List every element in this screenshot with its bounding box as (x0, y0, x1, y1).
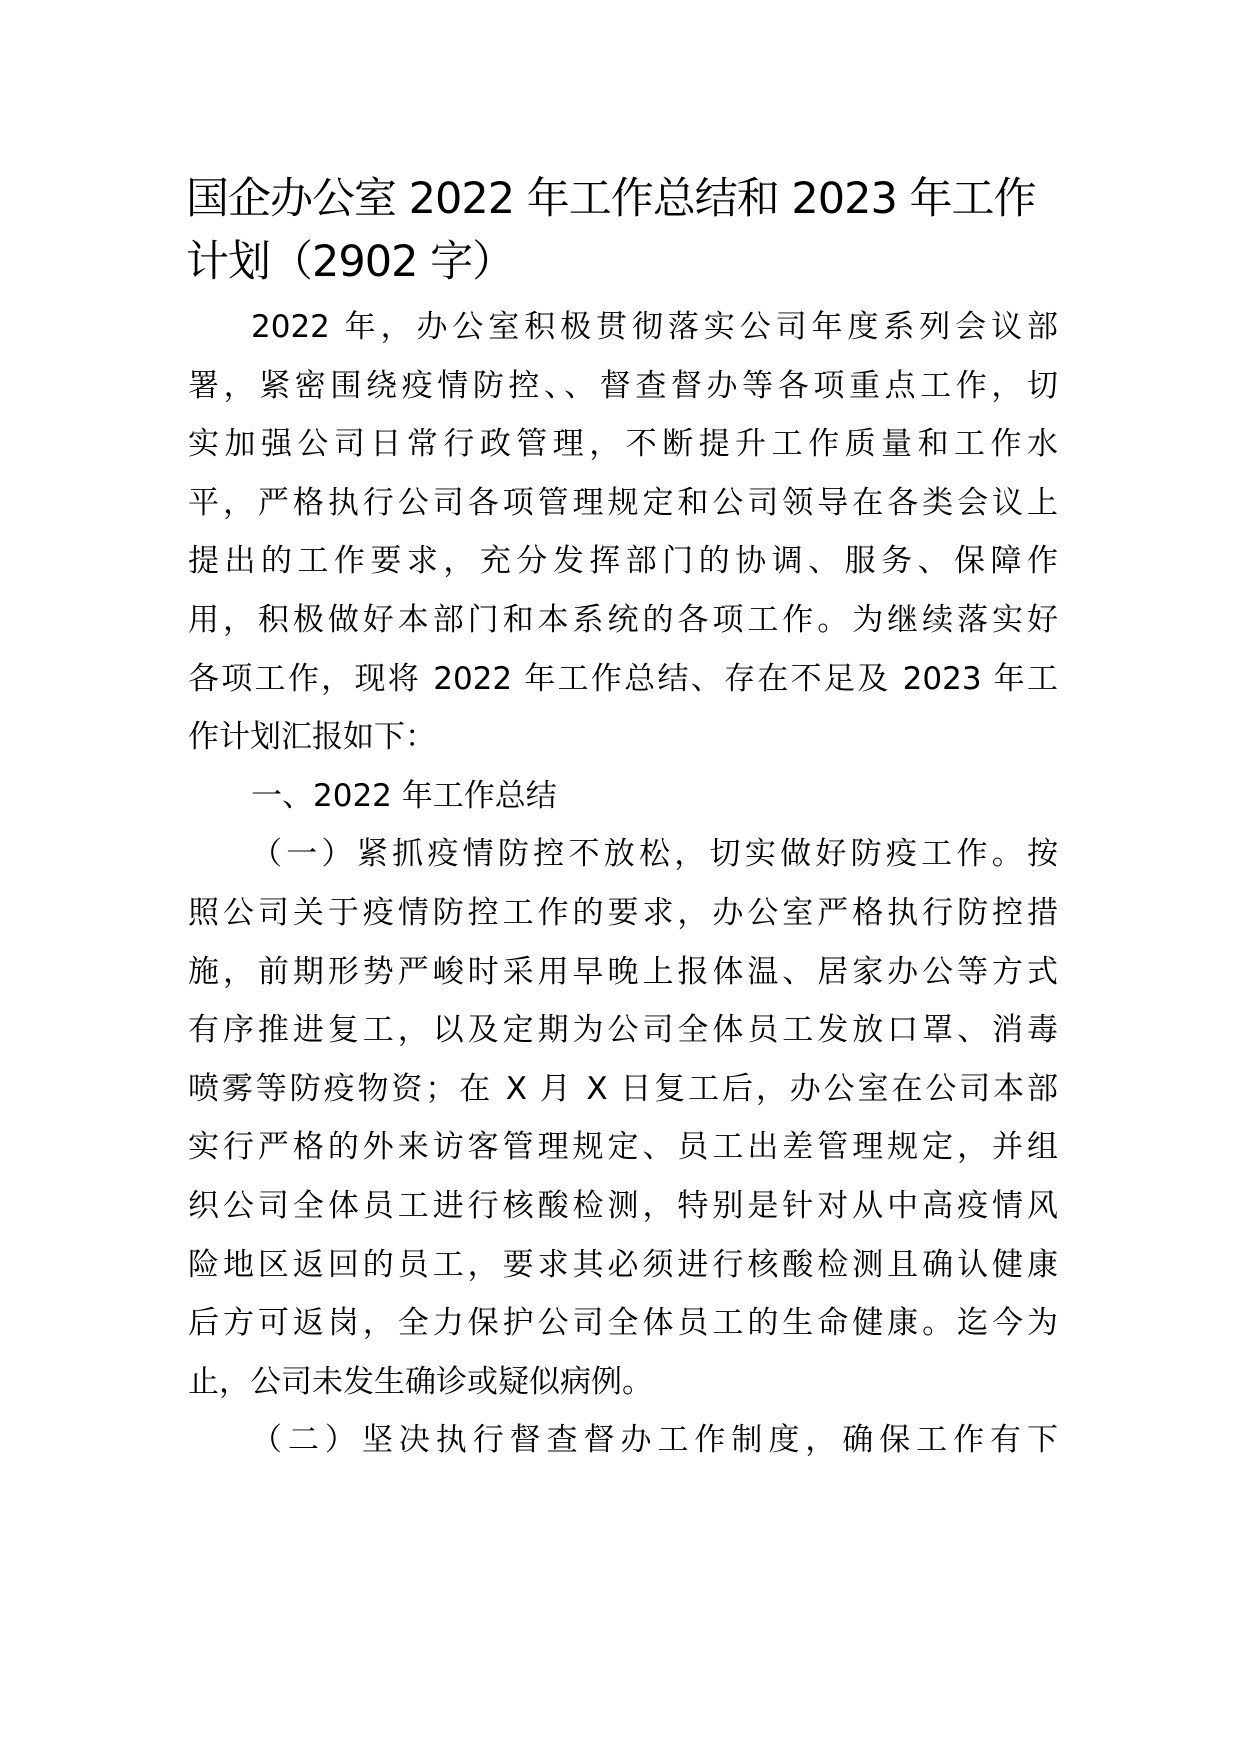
text-line: 实加强公司日常行政管理，不断提升工作质量和工作水 (188, 426, 1058, 463)
text-line: 后方可返岗，全力保护公司全体员工的生命健康。迄今为 (188, 1305, 1058, 1342)
text-line: 止，公司未发生确诊或疑似病例。 (188, 1363, 653, 1400)
title-line: 国企办公室 2022 年工作总结和 2023 年工作 (186, 174, 1036, 224)
text-line: 实行严格的外来访客管理规定、员工出差管理规定，并组 (188, 1129, 1058, 1166)
paragraph-epidemic-prevention (188, 825, 1058, 1411)
text-line: （一）紧抓疫情防控不放松，切实做好防疫工作。按 (251, 836, 1058, 873)
text-line: 2022 年，办公室积极贯彻落实公司年度系列会议部 (251, 309, 1058, 345)
paragraph-intro (188, 298, 1058, 767)
title-line: 计划（2902 字） (186, 237, 515, 287)
text-line: 作计划汇报如下： (188, 719, 436, 756)
text-line: 喷雾等防疫物资；在 X 月 X 日复工后，办公室在公司本部 (188, 1070, 1058, 1107)
text-line: 有序推进复工，以及定期为公司全体员工发放口罩、消毒 (188, 1012, 1058, 1049)
document-body (188, 298, 1058, 1470)
text-line: 施，前期形势严峻时采用早晚上报体温、居家办公等方式 (188, 953, 1058, 990)
text-line: 各项工作，现将 2022 年工作总结、存在不足及 2023 年工 (188, 660, 1058, 697)
text-line: 署，紧密围绕疫情防控、、督查督办等各项重点工作，切 (188, 367, 1058, 404)
text-line: 险地区返回的员工，要求其必须进行核酸检测且确认健康 (188, 1246, 1058, 1283)
text-line: 平，严格执行公司各项管理规定和公司领导在各类会议上 (188, 484, 1058, 521)
paragraph-supervision (188, 1411, 1058, 1470)
text-line: 照公司关于疫情防控工作的要求，办公室严格执行防控措 (188, 894, 1058, 931)
text-line: 织公司全体员工进行核酸检测，特别是针对从中高疫情风 (188, 1187, 1058, 1224)
text-line: （二）坚决执行督查督办工作制度，确保工作有下 (251, 1422, 1058, 1459)
heading-line: 一、2022 年工作总结 (251, 777, 557, 814)
text-line: 提出的工作要求，充分发挥部门的协调、服务、保障作 (188, 543, 1058, 580)
text-line: 用，积极做好本部门和本系统的各项工作。为继续落实好 (188, 601, 1058, 638)
section-heading (188, 767, 1058, 826)
document-title (186, 168, 1056, 294)
